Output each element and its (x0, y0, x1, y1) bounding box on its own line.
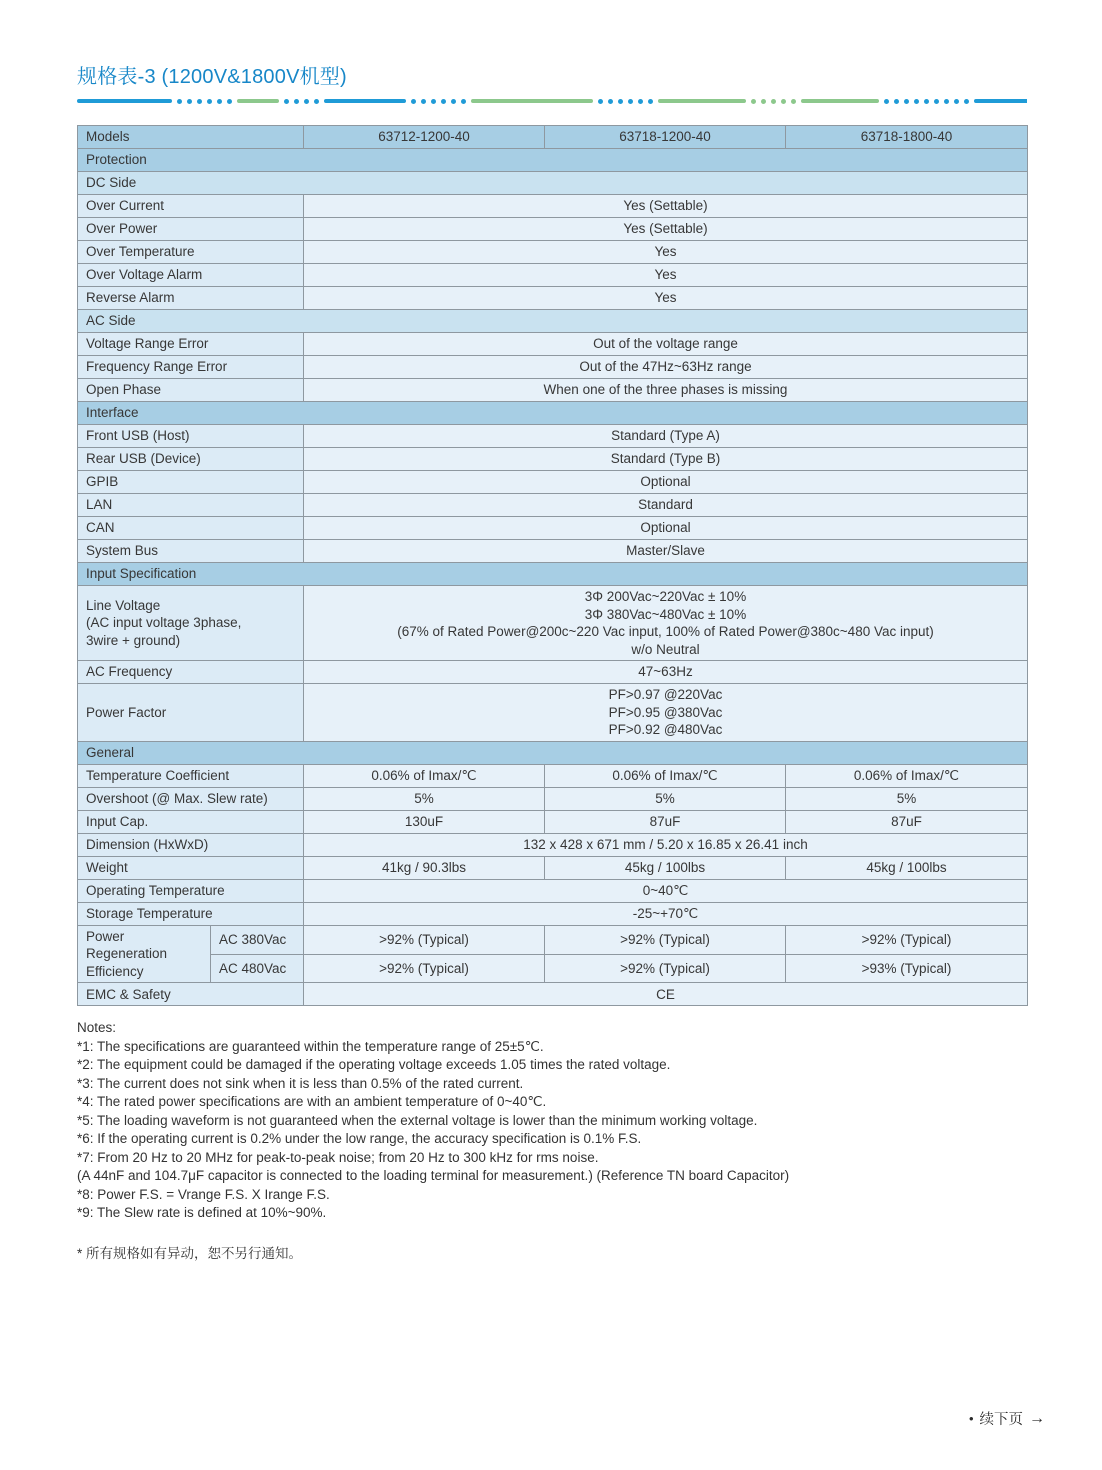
divider-dot (914, 99, 919, 104)
table-row (78, 494, 1028, 517)
spec-value: Master/Slave (304, 540, 1028, 563)
note-line: *8: Power F.S. = Vrange F.S. X Irange F.S. (77, 1186, 330, 1202)
divider-dot (284, 99, 289, 104)
spec-value: 41kg / 90.3lbs (304, 856, 545, 879)
divider-line (801, 99, 879, 103)
spec-label: Reverse Alarm (78, 287, 304, 310)
divider-dot (197, 99, 202, 104)
table-row (78, 983, 1028, 1006)
divider-dot (924, 99, 929, 104)
spec-label: GPIB (78, 471, 304, 494)
note-line: *9: The Slew rate is defined at 10%~90%. (77, 1205, 327, 1221)
spec-label: Open Phase (78, 379, 304, 402)
table-row (78, 241, 1028, 264)
spec-label: Storage Temperature (78, 902, 304, 925)
table-row (78, 264, 1028, 287)
spec-value: 0.06% of Imax/℃ (304, 764, 545, 787)
divider-dot (628, 99, 633, 104)
table-row (78, 356, 1028, 379)
table-row (78, 764, 1028, 787)
spec-label: Power Factor (78, 684, 304, 742)
note-line: *7: From 20 Hz to 20 MHz for peak-to-peak noise; from 20 Hz to 300 kHz for rms noise. (77, 1149, 599, 1165)
spec-label: Over Current (78, 195, 304, 218)
spec-value: >92% (Typical) (786, 925, 1028, 954)
spec-label: Input Cap. (78, 810, 304, 833)
spec-value: Optional (304, 517, 1028, 540)
spec-value: 5% (786, 787, 1028, 810)
table-row (78, 954, 1028, 983)
note-line: *6: If the operating current is 0.2% under the low range, the accuracy specification is 0.1% F.S. (77, 1131, 642, 1147)
model-number: 63718-1200-40 (545, 126, 786, 149)
spec-value: 45kg / 100lbs (545, 856, 786, 879)
cell-line: w/o Neutral (631, 641, 700, 657)
spec-table-body (78, 126, 1028, 1006)
divider-dot (781, 99, 786, 104)
spec-value: >93% (Typical) (786, 954, 1028, 983)
spec-value: Standard (Type A) (304, 425, 1028, 448)
spec-sublabel: AC 480Vac (211, 954, 304, 983)
spec-value (304, 684, 1028, 742)
spec-value: Out of the 47Hz~63Hz range (304, 356, 1028, 379)
table-row (78, 379, 1028, 402)
datasheet-page (77, 60, 1027, 1263)
divider-dot (894, 99, 899, 104)
divider-line (237, 99, 279, 103)
table-row (78, 310, 1028, 333)
spec-value: 45kg / 100lbs (786, 856, 1028, 879)
table-row (78, 471, 1028, 494)
note-line: *3: The current does not sink when it is less than 0.5% of the rated current. (77, 1075, 524, 1091)
divider-dot (451, 99, 456, 104)
divider-dot (638, 99, 643, 104)
model-number: 63712-1200-40 (304, 126, 545, 149)
spec-value: Optional (304, 471, 1028, 494)
footer-arrow-icon: → (1029, 1409, 1045, 1427)
table-row (78, 540, 1028, 563)
footer-continued-label: 续下页 (979, 1412, 1023, 1428)
notes-section (77, 1019, 1027, 1263)
subsection-header: DC Side (78, 172, 1028, 195)
table-row (78, 287, 1028, 310)
divider-line (974, 99, 1027, 103)
note-line: *1: The specifications are guaranteed within the temperature range of 25±5℃. (77, 1038, 544, 1054)
cell-line: 3wire + ground) (86, 632, 181, 648)
spec-value: 47~63Hz (304, 661, 1028, 684)
spec-label: EMC & Safety (78, 983, 304, 1006)
spec-value: 0~40℃ (304, 879, 1028, 902)
table-row (78, 448, 1028, 471)
section-header: Interface (78, 402, 1028, 425)
divider-dot (944, 99, 949, 104)
divider-dot (314, 99, 319, 104)
models-header-label: Models (78, 126, 304, 149)
spec-value: CE (304, 983, 1028, 1006)
divider-dot (227, 99, 232, 104)
cell-line: PF>0.92 @480Vac (608, 722, 723, 738)
spec-value: Standard (304, 494, 1028, 517)
table-row (78, 925, 1028, 954)
spec-table (77, 125, 1028, 1006)
spec-value: 0.06% of Imax/℃ (545, 764, 786, 787)
spec-label: Voltage Range Error (78, 333, 304, 356)
divider-dot (884, 99, 889, 104)
note-line: *4: The rated power specifications are with an ambient temperature of 0~40℃. (77, 1094, 547, 1110)
spec-value: Out of the voltage range (304, 333, 1028, 356)
table-row (78, 787, 1028, 810)
table-row (78, 333, 1028, 356)
spec-value: 5% (545, 787, 786, 810)
spec-value: 130uF (304, 810, 545, 833)
table-row (78, 402, 1028, 425)
divider-dot (904, 99, 909, 104)
cell-line: PF>0.95 @380Vac (608, 704, 723, 720)
spec-label: Overshoot (@ Max. Slew rate) (78, 787, 304, 810)
divider-dot (294, 99, 299, 104)
table-row (78, 586, 1028, 661)
table-row (78, 563, 1028, 586)
spec-value: Yes (Settable) (304, 218, 1028, 241)
table-row (78, 856, 1028, 879)
page-title: 规格表-3 (1200V&1800V机型) (77, 66, 347, 88)
spec-value: >92% (Typical) (545, 925, 786, 954)
spec-label: CAN (78, 517, 304, 540)
divider-dot (791, 99, 796, 104)
divider-dot (177, 99, 182, 104)
divider-line (77, 99, 172, 103)
cell-line: Line Voltage (86, 597, 161, 613)
table-row (78, 902, 1028, 925)
spec-label: Front USB (Host) (78, 425, 304, 448)
table-row (78, 661, 1028, 684)
spec-value: 5% (304, 787, 545, 810)
table-row (78, 149, 1028, 172)
divider-dot (304, 99, 309, 104)
spec-sublabel: AC 380Vac (211, 925, 304, 954)
divider-dot (934, 99, 939, 104)
spec-value: When one of the three phases is missing (304, 379, 1028, 402)
table-row (78, 218, 1028, 241)
spec-group-label: Power Regeneration Efficiency (78, 925, 211, 983)
divider-dot (751, 99, 756, 104)
notes-title: Notes: (77, 1020, 117, 1036)
notes-lines (77, 1038, 1027, 1223)
spec-label: Rear USB (Device) (78, 448, 304, 471)
disclaimer-text: * 所有规格如有异动，恕不另行通知。 (77, 1245, 303, 1261)
divider-dot (431, 99, 436, 104)
spec-value: Yes (Settable) (304, 195, 1028, 218)
spec-value: Yes (304, 241, 1028, 264)
divider-dot (421, 99, 426, 104)
divider-dot (608, 99, 613, 104)
table-row (78, 195, 1028, 218)
spec-value: >92% (Typical) (304, 925, 545, 954)
spec-label: Dimension (HxWxD) (78, 833, 304, 856)
section-header: Protection (78, 149, 1028, 172)
spec-value: 132 x 428 x 671 mm / 5.20 x 16.85 x 26.41 inch (304, 833, 1028, 856)
spec-label: Operating Temperature (78, 879, 304, 902)
spec-value: -25~+70℃ (304, 902, 1028, 925)
spec-label: Over Voltage Alarm (78, 264, 304, 287)
divider-dot (618, 99, 623, 104)
table-row (78, 425, 1028, 448)
page-footer (969, 1408, 1045, 1429)
table-row (78, 684, 1028, 742)
divider-line (658, 99, 746, 103)
divider-dot (771, 99, 776, 104)
divider-dot (441, 99, 446, 104)
spec-value: Yes (304, 264, 1028, 287)
divider-dot (461, 99, 466, 104)
table-row (78, 126, 1028, 149)
divider-dot (761, 99, 766, 104)
model-number: 63718-1800-40 (786, 126, 1028, 149)
cell-line: 3Φ 200Vac~220Vac ± 10% (584, 589, 747, 604)
table-row (78, 517, 1028, 540)
spec-label: System Bus (78, 540, 304, 563)
spec-value: Standard (Type B) (304, 448, 1028, 471)
section-header: Input Specification (78, 563, 1028, 586)
note-line: *5: The loading waveform is not guaranteed when the external voltage is lower than the minimum working voltage. (77, 1112, 758, 1128)
spec-value (304, 586, 1028, 661)
spec-value: >92% (Typical) (545, 954, 786, 983)
section-header: General (78, 741, 1028, 764)
divider-dot (598, 99, 603, 104)
divider-dot (954, 99, 959, 104)
table-row (78, 810, 1028, 833)
cell-line: PF>0.97 @220Vac (608, 687, 723, 703)
spec-value: 87uF (545, 810, 786, 833)
spec-label: Over Temperature (78, 241, 304, 264)
spec-label: LAN (78, 494, 304, 517)
divider-dot (187, 99, 192, 104)
divider-dot (964, 99, 969, 104)
spec-label (78, 586, 304, 661)
spec-value: 0.06% of Imax/℃ (786, 764, 1028, 787)
table-row (78, 879, 1028, 902)
cell-line: (67% of Rated Power@200c~220 Vac input, 100% of Rated Power@380c~480 Vac input) (397, 624, 934, 640)
divider-dot (411, 99, 416, 104)
table-row (78, 172, 1028, 195)
note-line: (A 44nF and 104.7μF capacitor is connected to the loading terminal for measurement.) (Reference TN board Capacitor) (77, 1168, 790, 1184)
divider-dot (207, 99, 212, 104)
spec-label: Weight (78, 856, 304, 879)
spec-value: 87uF (786, 810, 1028, 833)
footer-bullet-icon: • (968, 1411, 974, 1426)
spec-label: Frequency Range Error (78, 356, 304, 379)
spec-label: Temperature Coefficient (78, 764, 304, 787)
cell-line: 3Φ 380Vac~480Vac ± 10% (584, 606, 747, 622)
divider-dot (217, 99, 222, 104)
spec-value: >92% (Typical) (304, 954, 545, 983)
divider-dot (648, 99, 653, 104)
subsection-header: AC Side (78, 310, 1028, 333)
divider-line (324, 99, 406, 103)
table-row (78, 741, 1028, 764)
title-divider (77, 98, 1027, 104)
divider-line (471, 99, 593, 103)
note-line: *2: The equipment could be damaged if the operating voltage exceeds 1.05 times the rated voltage. (77, 1057, 671, 1073)
spec-label: Over Power (78, 218, 304, 241)
spec-value: Yes (304, 287, 1028, 310)
cell-line: (AC input voltage 3phase, (86, 615, 242, 631)
spec-label: AC Frequency (78, 661, 304, 684)
table-row (78, 833, 1028, 856)
